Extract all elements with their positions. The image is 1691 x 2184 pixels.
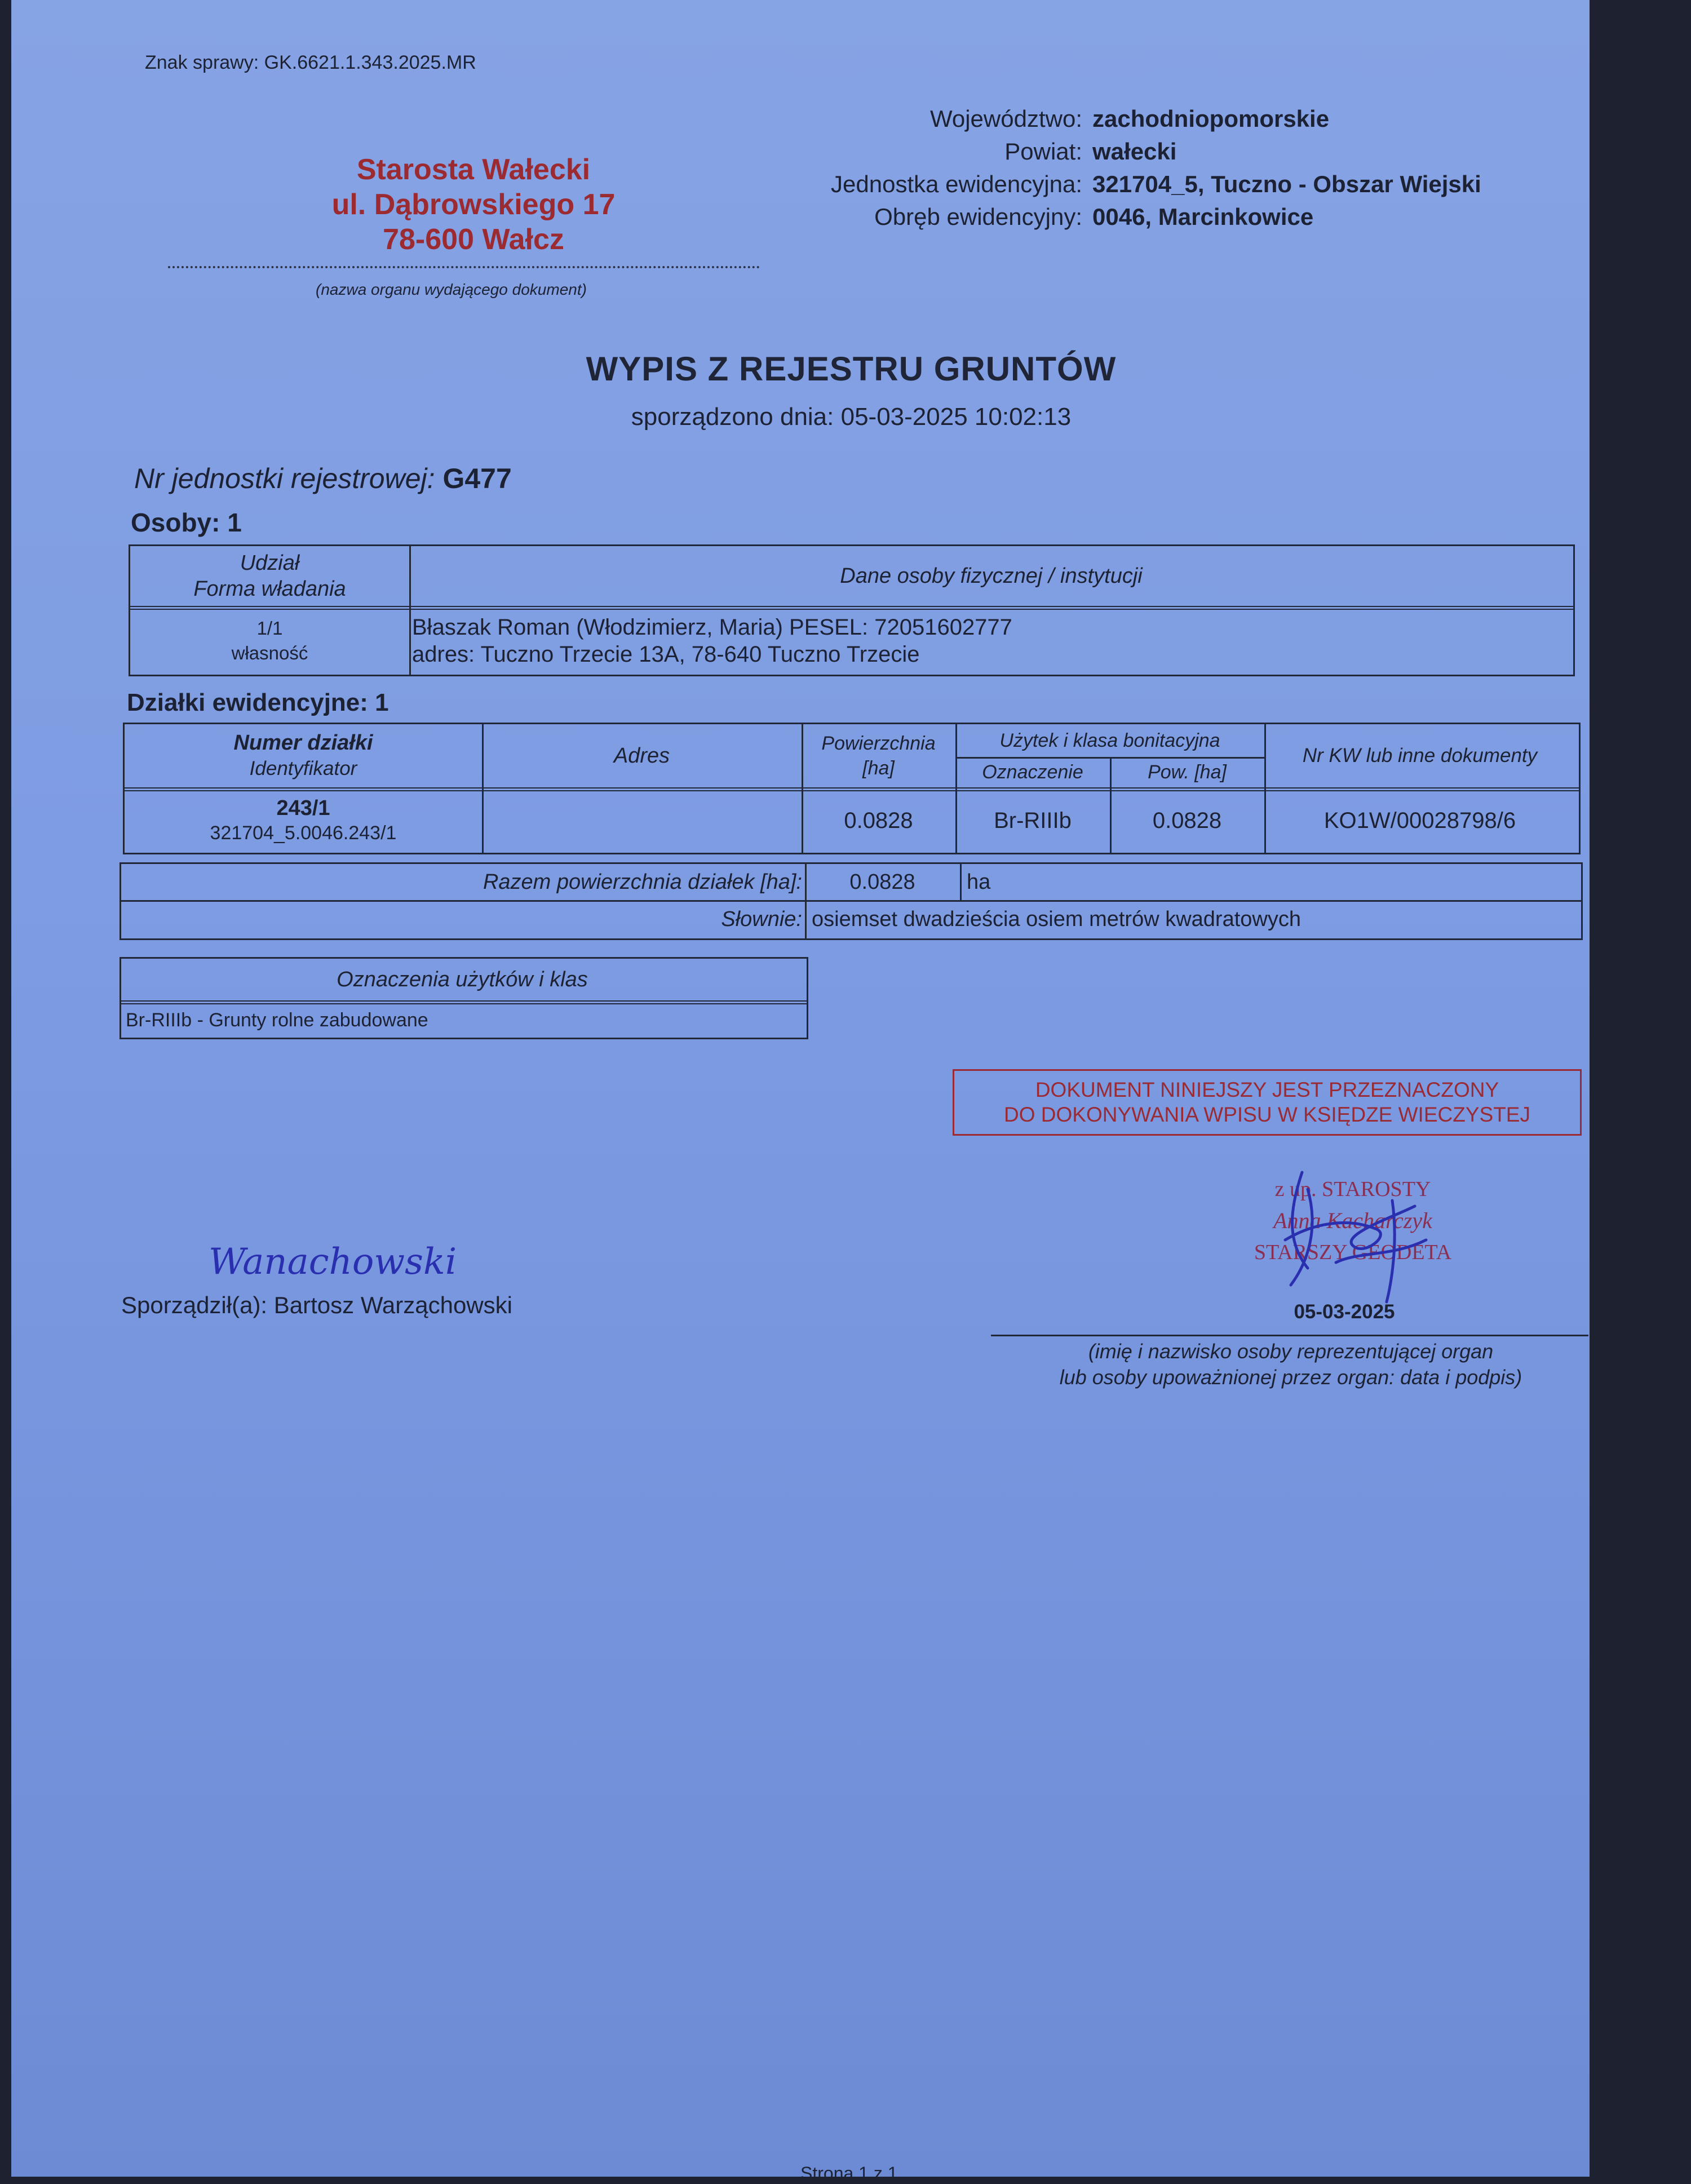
col-divider — [960, 864, 962, 901]
parcels-col-kw: Nr KW lub inne dokumenty — [1302, 745, 1538, 767]
parcels-col-use-mark: Oznaczenie — [982, 761, 1083, 783]
org-name: Starosta Wałecki — [356, 153, 591, 186]
parcels-heading: Działki ewidencyjne: 1 — [127, 689, 389, 716]
admin-label: Obręb ewidencyjny: — [874, 203, 1082, 230]
stamp-line-2: DO DOKONYWANIA WPISU W KSIĘDZE WIECZYSTEJ — [1004, 1103, 1530, 1126]
admin-value: 0046, Marcinkowice — [1092, 203, 1314, 230]
stamp-signer-name: Anna Kacharczyk — [1273, 1208, 1432, 1233]
land-registry-stamp — [953, 1069, 1582, 1136]
persons-heading: Osoby: 1 — [131, 508, 242, 537]
registry-unit — [134, 462, 512, 495]
legend-table — [119, 957, 808, 1039]
parcel-number-cell — [125, 791, 482, 850]
signature-line — [991, 1335, 1588, 1336]
total-area-unit: ha — [967, 870, 991, 894]
parcel-use-area: 0.0828 — [1152, 808, 1222, 833]
org-city: 78-600 Wałcz — [383, 223, 564, 256]
person-data-cell — [412, 609, 1568, 672]
admin-row-precinct — [721, 201, 1481, 233]
admin-label: Jednostka ewidencyjna: — [831, 171, 1082, 197]
page-number: Strona 1 z 1 — [800, 2163, 898, 2183]
signature-date: 05-03-2025 — [1294, 1301, 1395, 1323]
total-area-label: Razem powierzchnia działek [ha]: — [482, 870, 802, 894]
document-title: WYPIS Z REJESTRU GRUNTÓW — [586, 350, 1117, 388]
unit-value: G477 — [442, 463, 512, 494]
parcel-kw: KO1W/00028798/6 — [1323, 808, 1516, 833]
document-page — [11, 0, 1590, 2183]
parcels-col-use-area: Pow. [ha] — [1148, 761, 1227, 783]
person-share: 1/1 — [256, 618, 283, 639]
col-area-label: Powierzchnia — [821, 733, 936, 754]
admin-value: wałecki — [1092, 138, 1177, 165]
parcels-table — [123, 723, 1581, 854]
stamp-line-1: DOKUMENT NINIEJSZY JEST PRZEZNACZONY — [1035, 1078, 1499, 1101]
org-street: ul. Dąbrowskiego 17 — [331, 188, 616, 221]
parcel-area: 0.0828 — [844, 808, 913, 833]
signature-caption-1: (imię i nazwisko osoby reprezentującej organ — [1088, 1340, 1494, 1363]
parcel-number: 243/1 — [276, 796, 330, 820]
person-share-cell — [130, 609, 409, 672]
signature-caption-2: lub osoby upoważnionej przez organ: data i podpis) — [1059, 1366, 1522, 1389]
parcel-use-mark: Br-RIIIb — [994, 808, 1072, 833]
words-label: Słownie: — [721, 907, 802, 931]
unit-label: Nr jednostki rejestrowej: — [134, 463, 435, 494]
col-identifier-label: Identyfikator — [249, 757, 357, 779]
persons-col-share — [130, 546, 409, 606]
parcels-col-use: Użytek i klasa bonitacyjna — [999, 729, 1220, 751]
legend-title: Oznaczenia użytków i klas — [337, 967, 588, 991]
parcel-address — [482, 791, 802, 850]
prepared-by: Sporządził(a): Bartosz Warząchowski — [121, 1292, 512, 1318]
admin-label: Województwo: — [929, 105, 1082, 132]
person-form: własność — [231, 643, 308, 663]
document-date: sporządzono dnia: 05-03-2025 10:02:13 — [631, 403, 1072, 431]
parcel-identifier: 321704_5.0046.243/1 — [210, 822, 397, 844]
admin-units — [721, 103, 1481, 233]
col-number-label: Numer działki — [233, 731, 373, 755]
col-area-unit: [ha] — [862, 757, 895, 779]
case-number: GK.6621.1.343.2025.MR — [264, 52, 476, 73]
admin-value: zachodniopomorskie — [1092, 105, 1330, 132]
handwritten-text: Wanachowski — [209, 1241, 457, 1283]
parcels-col-number — [125, 724, 482, 787]
admin-value: 321704_5, Tuczno - Obszar Wiejski — [1092, 171, 1481, 197]
summary-table — [119, 862, 1583, 940]
col-form-label: Forma władania — [193, 577, 346, 601]
words-value: osiemset dwadzieścia osiem metrów kwadratowych — [812, 907, 1301, 931]
persons-col-data: Dane osoby fizycznej / instytucji — [840, 564, 1143, 588]
parcels-col-address: Adres — [613, 743, 670, 768]
parcels-col-area — [802, 724, 955, 787]
org-caption: (nazwa organu wydającego dokument) — [316, 281, 587, 298]
stamp-signer-role: STARSZY GEODETA — [1254, 1241, 1452, 1264]
issuing-authority — [282, 152, 665, 257]
case-label: Znak sprawy: — [145, 52, 259, 73]
admin-row-county — [721, 135, 1481, 168]
persons-table — [129, 544, 1575, 676]
person-name: Błaszak Roman (Włodzimierz, Maria) PESEL: 72051602777 — [412, 615, 1012, 640]
total-area-value: 0.0828 — [849, 870, 915, 894]
admin-row-voivodeship — [721, 103, 1481, 135]
legend-entry: Br-RIIIb - Grunty rolne zabudowane — [126, 1009, 428, 1031]
case-number-line — [145, 52, 476, 74]
admin-label: Powiat: — [1004, 138, 1082, 165]
handwritten-signature — [203, 1229, 457, 1291]
col-share-label: Udział — [240, 551, 300, 575]
stamp-authority: z up. STAROSTY — [1274, 1177, 1431, 1201]
person-address: adres: Tuczno Trzecie 13A, 78-640 Tuczno Trzecie — [412, 642, 920, 667]
signature-caption — [992, 1339, 1590, 1390]
org-dotted-line — [168, 266, 760, 268]
signature-scribble-icon — [1223, 1155, 1460, 1308]
admin-row-unit — [721, 168, 1481, 201]
